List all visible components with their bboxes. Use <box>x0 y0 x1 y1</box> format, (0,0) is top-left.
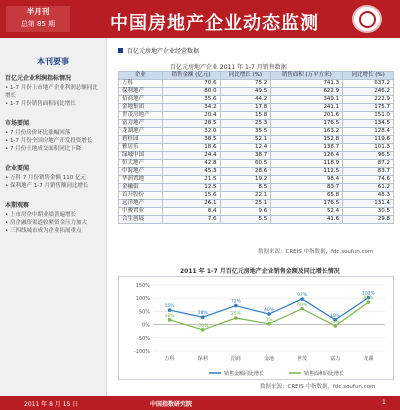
value-cell: 25.1 <box>220 200 271 208</box>
data-label: 40% <box>263 308 275 314</box>
value-cell: 163.2 <box>271 128 343 136</box>
sidebar-line: • 房企融资渠道收紧资金压力加大 <box>5 220 87 226</box>
value-cell: 20.4 <box>162 112 220 120</box>
value-cell: 176.5 <box>271 200 343 208</box>
data-label: 25% <box>230 312 241 317</box>
value-cell: 349.1 <box>271 96 343 104</box>
company-name-cell: 华润置地 <box>119 176 163 184</box>
data-label: -5% <box>330 319 340 325</box>
footer-date: 2011 年 8 月 15 日 <box>24 401 79 408</box>
company-name-cell: 首开股份 <box>119 192 163 200</box>
company-name-cell: 合生创展 <box>119 216 163 224</box>
sidebar-line: • 7 月份房价环比涨幅回落 <box>5 130 71 136</box>
value-cell: 175.7 <box>343 104 394 112</box>
company-name-cell: 万科 <box>119 80 163 88</box>
main-content <box>110 40 398 395</box>
company-name-cell: 远洋地产 <box>119 200 163 208</box>
section-title-text: 百亿元房地产企业经营数据 <box>127 48 200 55</box>
value-cell: 41.6 <box>271 216 343 224</box>
table-source: 数据来源：CREIS 中指数据，fdc.soufun.com <box>258 249 374 255</box>
value-cell: 151.0 <box>343 112 394 120</box>
value-cell: 112.5 <box>271 168 343 176</box>
sidebar-line: • 1-7 月份销售面积同比增长 <box>5 101 76 107</box>
sidebar-line: • 1-7 月份全国房地产开发投资增长 <box>5 138 93 144</box>
table-row <box>119 96 394 104</box>
footer-org: 中国指数研究院 <box>150 401 193 408</box>
data-label: 72% <box>230 299 241 305</box>
sidebar-heading: 本刊要事 <box>37 57 69 66</box>
value-cell: 38.7 <box>220 152 271 160</box>
value-cell: 15.8 <box>220 112 271 120</box>
value-cell: 176.5 <box>271 120 343 128</box>
table-row <box>119 112 394 120</box>
value-cell: 74.6 <box>343 176 394 184</box>
table-header-cell: 销售面积 (万平方米) <box>271 72 343 80</box>
table-row <box>119 168 394 176</box>
data-label: -20% <box>196 323 209 329</box>
sidebar <box>0 38 107 396</box>
value-cell: 61.2 <box>343 184 394 192</box>
value-cell: 22.1 <box>220 192 271 200</box>
table-row <box>119 160 394 168</box>
value-cell: 24.4 <box>162 152 220 160</box>
data-label: 60% <box>297 302 308 308</box>
y-tick-label: -100% <box>133 349 150 355</box>
footer <box>0 396 400 410</box>
value-cell: 637.2 <box>343 80 394 88</box>
logo-ring <box>359 11 376 28</box>
x-tick-label: 万科 <box>164 356 175 362</box>
x-tick-label: 金地 <box>263 356 275 362</box>
value-cell: 52.1 <box>220 136 271 144</box>
value-cell: 741.3 <box>271 80 343 88</box>
y-tick-label: 50% <box>138 309 150 316</box>
value-cell: 45.3 <box>162 168 220 176</box>
value-cell: 80.0 <box>162 88 220 96</box>
table-row <box>119 144 394 152</box>
company-name-cell: 金融街 <box>119 184 163 192</box>
table-row <box>119 208 394 216</box>
data-label: 97% <box>297 292 308 298</box>
company-name-cell: 中骏置业 <box>119 208 163 216</box>
company-name-cell: 恒大地产 <box>119 160 163 168</box>
table-row <box>119 88 394 96</box>
company-name-cell: 中海地产 <box>119 168 163 176</box>
value-cell: 222.9 <box>343 96 394 104</box>
issue-box <box>6 6 70 32</box>
page-title: 中国房地产企业动态监测 <box>110 13 319 34</box>
sidebar-subheading: 百亿元企业利润指标情况 <box>5 75 72 82</box>
value-cell: 128.4 <box>343 128 394 136</box>
data-label: 18% <box>330 313 341 319</box>
table-header-row <box>119 72 394 80</box>
value-cell: 5.5 <box>220 216 271 224</box>
data-label: 3% <box>265 317 273 323</box>
value-cell: 21.5 <box>162 176 220 184</box>
value-cell: 246.2 <box>343 88 394 96</box>
value-cell: 26.1 <box>162 200 220 208</box>
table-header-cell: 企业 <box>119 72 163 80</box>
chart-title: 2011 年 1-7 月百亿元房地产企业销售金额及同比增长情况 <box>180 268 340 275</box>
value-cell: 8.4 <box>162 208 220 216</box>
bullet-square-icon <box>118 48 123 53</box>
table-header-cell: 同比增长 (%) <box>220 72 271 80</box>
x-tick-label: 保利 <box>197 356 208 362</box>
value-cell: 75.2 <box>220 80 271 88</box>
value-cell: 65.8 <box>271 192 343 200</box>
y-tick-label: 150% <box>135 283 150 289</box>
value-cell: 9.6 <box>220 208 271 216</box>
table-row <box>119 200 394 208</box>
value-cell: 7.6 <box>162 216 220 224</box>
header-banner <box>0 0 400 38</box>
value-cell: 119.6 <box>343 136 394 144</box>
value-cell: 52.4 <box>271 208 343 216</box>
value-cell: 131.4 <box>343 200 394 208</box>
data-label: 55% <box>164 304 175 310</box>
value-cell: 19.2 <box>220 176 271 184</box>
table-row <box>119 216 394 224</box>
value-cell: 35.5 <box>220 128 271 136</box>
value-cell: 201.6 <box>271 112 343 120</box>
x-tick-label: 世茂 <box>297 356 308 362</box>
table-row <box>119 176 394 184</box>
value-cell: 17.8 <box>220 104 271 112</box>
table-header-cell: 同比增长 (%) <box>343 72 394 80</box>
value-cell: 83.7 <box>343 168 394 176</box>
sidebar-subheading: 本期观察 <box>5 202 30 209</box>
value-cell: 32.0 <box>162 128 220 136</box>
value-cell: 101.3 <box>343 144 394 152</box>
value-cell: 49.5 <box>220 88 271 96</box>
x-tick-label: 龙湖 <box>363 356 374 362</box>
chart-frame <box>118 276 394 380</box>
y-tick-label: 0% <box>142 322 150 329</box>
data-label: 18% <box>164 313 175 319</box>
value-cell: 38.5 <box>162 136 220 144</box>
company-name-cell: 世茂房地产 <box>119 112 163 120</box>
value-cell: 60.5 <box>220 160 271 168</box>
company-name-cell: 招商地产 <box>119 96 163 104</box>
value-cell: 29.8 <box>343 216 394 224</box>
table-row <box>119 80 394 88</box>
company-name-cell: 绿城中国 <box>119 152 163 160</box>
value-cell: 134.5 <box>343 120 394 128</box>
table-row <box>119 152 394 160</box>
value-cell: 44.2 <box>220 96 271 104</box>
table-row <box>119 192 394 200</box>
value-cell: 241.1 <box>271 104 343 112</box>
x-tick-label: 招商 <box>230 356 241 362</box>
sales-table <box>118 71 394 224</box>
legend-label: 销售面积同比增长 <box>304 371 345 377</box>
sidebar-line: • 1-7 月份上市地产企业利润总额同比增长 <box>5 85 98 99</box>
company-name-cell: 龙湖地产 <box>119 128 163 136</box>
value-cell: 152.8 <box>271 136 343 144</box>
value-cell: 87.2 <box>343 160 394 168</box>
value-cell: 622.9 <box>271 88 343 96</box>
sidebar-line: • 万科 7 月份销售金额 110 亿元 <box>5 175 86 181</box>
table-row <box>119 120 394 128</box>
value-cell: 83.7 <box>271 184 343 192</box>
table-caption: 百亿元房地产企业 2011 年 1-7 月销售数据 <box>170 64 287 71</box>
value-cell: 118.9 <box>271 160 343 168</box>
value-cell: 18.6 <box>162 144 220 152</box>
value-cell: 28.5 <box>162 120 220 128</box>
value-cell: 70.6 <box>162 80 220 88</box>
value-cell: 8.5 <box>220 184 271 192</box>
table-row <box>119 128 394 136</box>
value-cell: 96.5 <box>343 152 394 160</box>
table-header-cell: 销售金额 (亿元) <box>162 72 220 80</box>
data-label: 85% <box>363 296 374 302</box>
company-name-cell: 碧桂园 <box>119 136 163 144</box>
company-name-cell: 保利地产 <box>119 88 163 96</box>
sidebar-subheading: 企业要闻 <box>5 165 30 172</box>
data-label: 102% <box>361 291 375 297</box>
company-name-cell: 金地集团 <box>119 104 163 112</box>
value-cell: 34.2 <box>162 104 220 112</box>
value-cell: 30.5 <box>343 208 394 216</box>
logo-icon <box>352 5 382 33</box>
x-tick-label: 富力 <box>330 356 341 362</box>
value-cell: 12.5 <box>162 184 220 192</box>
table-row <box>119 104 394 112</box>
value-cell: 98.4 <box>271 176 343 184</box>
sidebar-line: • 7 月份土地成交面积同比下降 <box>5 146 82 152</box>
page-number: 1 <box>382 399 386 406</box>
sidebar-subheading: 市场要闻 <box>5 120 30 127</box>
sidebar-items <box>5 73 101 241</box>
value-cell: 28.6 <box>220 168 271 176</box>
value-cell: 15.6 <box>162 192 220 200</box>
y-tick-label: 100% <box>135 296 150 303</box>
value-cell: 12.4 <box>220 144 271 152</box>
line-chart <box>119 277 395 381</box>
table-row <box>119 184 394 192</box>
sidebar-line: • 上市房企中期业绩普遍增长 <box>5 212 76 218</box>
value-cell: 48.3 <box>343 192 394 200</box>
table-body <box>119 80 394 224</box>
issue-number: 总第 85 期 <box>20 20 56 28</box>
chart-source: 数据来源：CREIS 中指数据，fdc.soufun.com <box>260 384 376 390</box>
y-tick-label: -50% <box>137 335 150 342</box>
value-cell: 138.7 <box>271 144 343 152</box>
company-name-cell: 雅居乐 <box>119 144 163 152</box>
data-label: 28% <box>197 311 208 317</box>
sidebar-line: • 保利地产 1-7 月销售额同比增长 <box>5 183 89 189</box>
table-row <box>119 136 394 144</box>
issue-type: 半月刊 <box>26 7 50 16</box>
sidebar-line: • 三四线城市成为企业拓展重点 <box>5 228 82 234</box>
company-name-cell: 富力地产 <box>119 120 163 128</box>
value-cell: 126.4 <box>271 152 343 160</box>
legend-label: 销售金额同比增长 <box>224 371 265 377</box>
value-cell: 42.8 <box>162 160 220 168</box>
section-title <box>118 46 199 55</box>
value-cell: 35.6 <box>162 96 220 104</box>
value-cell: 25.3 <box>220 120 271 128</box>
